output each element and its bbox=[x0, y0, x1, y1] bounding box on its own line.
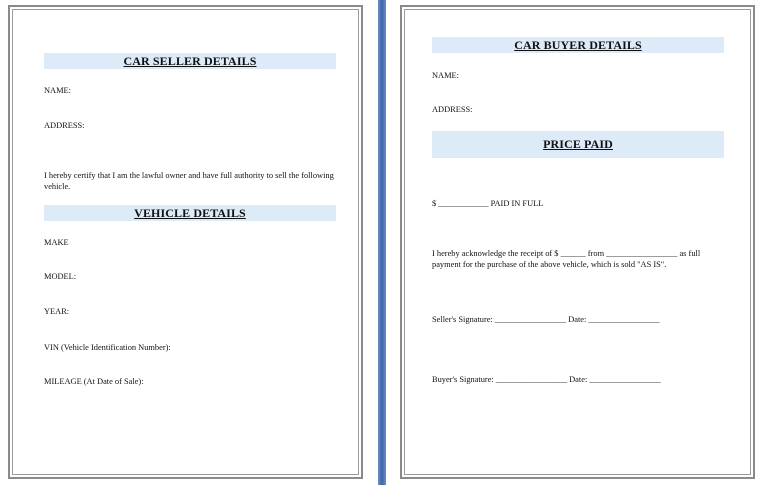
vin-label: VIN (Vehicle Identification Number): bbox=[44, 343, 171, 352]
right-page bbox=[400, 5, 755, 479]
buyer-name-label: NAME: bbox=[432, 71, 459, 80]
paid-in-full-line: $ ____________ PAID IN FULL bbox=[432, 199, 544, 208]
mileage-label: MILEAGE (At Date of Sale): bbox=[44, 377, 144, 386]
buyer-signature-line: Buyer's Signature: _________________ Date: _________________ bbox=[432, 375, 661, 384]
left-page bbox=[8, 5, 363, 479]
seller-address-label: ADDRESS: bbox=[44, 121, 85, 130]
price-paid-heading: PRICE PAID bbox=[432, 131, 724, 158]
page-divider bbox=[378, 0, 386, 485]
ownership-certification-text: I hereby certify that I am the lawful owner and have full authority to sell the following vehicle. bbox=[44, 171, 334, 191]
acknowledgement-line-2: payment for the purchase of the above vehicle, which is sold "AS IS". bbox=[432, 260, 667, 269]
car-seller-details-heading: CAR SELLER DETAILS bbox=[44, 53, 336, 69]
car-buyer-details-heading: CAR BUYER DETAILS bbox=[432, 37, 724, 53]
vehicle-details-heading: VEHICLE DETAILS bbox=[44, 205, 336, 221]
year-label: YEAR: bbox=[44, 307, 70, 316]
seller-name-label: NAME: bbox=[44, 86, 71, 95]
acknowledgement-line-1: I hereby acknowledge the receipt of $ ______ from _________________ as full bbox=[432, 249, 701, 258]
make-label: MAKE bbox=[44, 238, 69, 247]
model-label: MODEL: bbox=[44, 272, 77, 281]
seller-signature-line: Seller's Signature: _________________ Date: _________________ bbox=[432, 315, 660, 324]
buyer-address-label: ADDRESS: bbox=[432, 105, 473, 114]
